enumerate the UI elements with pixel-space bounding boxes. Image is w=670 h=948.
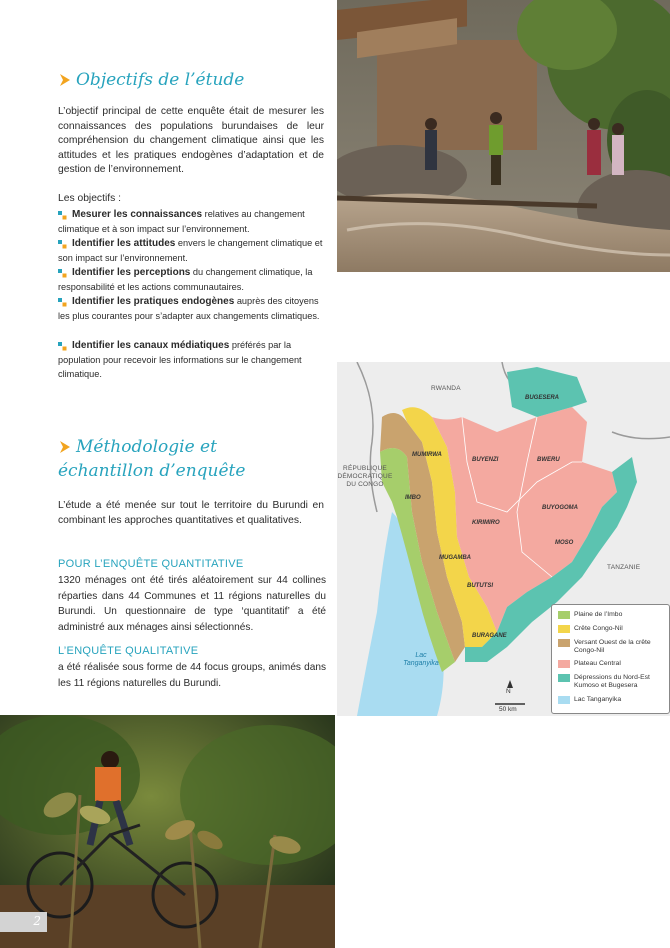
- photo-river-crossing: [337, 0, 670, 272]
- region-kirimiro: KIRIMIRO: [472, 520, 500, 526]
- legend-swatch: [558, 625, 570, 633]
- country-label-tanzanie: TANZANIE: [607, 564, 641, 571]
- region-bugesera: BUGESERA: [525, 395, 560, 401]
- country-label-rdc: RÉPUBLIQUE DÉMOCRATIQUE DU CONGO: [337, 465, 393, 488]
- legend-swatch: [558, 696, 570, 704]
- region-moso: MOSO: [555, 540, 574, 546]
- region-imbo: IMBO: [405, 495, 421, 501]
- objectif-bold: Identifier les perceptions: [72, 267, 191, 278]
- objectif-text: auprès des citoyens les plus courantes pour s’adapter aux changements climatiques.: [58, 296, 320, 322]
- legend-label: Plateau Central: [574, 660, 621, 667]
- legend-swatch: [558, 639, 570, 647]
- objectif-item: [58, 265, 324, 294]
- legend-swatch: [558, 660, 570, 668]
- objectif-item: [58, 294, 324, 323]
- legend-label: Crête Congo-Nil: [574, 625, 623, 632]
- objectif-bold: Mesurer les connaissances: [72, 209, 203, 220]
- region-bututsi: BUTUTSI: [467, 583, 493, 589]
- chevron-right-icon: [58, 73, 72, 87]
- bullet-icon: [58, 240, 67, 249]
- objectif-bold: Identifier les pratiques endogènes: [72, 296, 235, 307]
- lake-label: Lac Tanganyika: [403, 652, 439, 667]
- bullet-icon: [58, 211, 67, 220]
- photo-cyclist: [0, 715, 335, 948]
- objectif-text: envers le changement climatique et son impact sur l’environnement.: [58, 238, 323, 264]
- north-label: N: [506, 688, 511, 695]
- objectif-text: du changement climatique, la responsabilité et les actions communautaires.: [58, 267, 313, 293]
- objectif-item: [58, 236, 324, 265]
- quantitative-title: POUR L’ENQUÊTE QUANTITATIVE: [58, 558, 244, 570]
- objectif-item: [58, 338, 324, 382]
- methodologie-paragraph: L’étude a été menée sur tout le territoire du Burundi en combinant les approches quantitatives et qualitatives.: [58, 500, 324, 526]
- region-bweru: BWERU: [537, 457, 560, 463]
- legend-label: Dépressions du Nord-Est Kumoso et Bugesera: [574, 674, 650, 689]
- objectifs-list-label: Les objectifs :: [58, 193, 121, 204]
- region-mumirwa: MUMIRWA: [412, 452, 442, 458]
- bullet-icon: [58, 298, 67, 307]
- objectifs-heading: Objectifs de l’étude: [76, 70, 245, 90]
- qualitative-text: a été réalisée sous forme de 44 focus groups, animés dans les 11 régions naturelles du Burundi.: [58, 662, 326, 689]
- objectif-text: relatives au changement climatique et à son impact sur l’environnement.: [58, 209, 305, 235]
- bullet-icon: [58, 269, 67, 278]
- scale-label: 50 km: [499, 706, 517, 713]
- objectif-bold: Identifier les attitudes: [72, 238, 176, 249]
- objectif-text: préférés par la population pour recevoir les informations sur le changement climatique.: [58, 340, 302, 380]
- qualitative-title: L’ENQUÊTE QUALITATIVE: [58, 645, 199, 657]
- page-number-box: [0, 912, 47, 932]
- region-buragane: BURAGANE: [472, 633, 507, 639]
- region-buyenzi: BUYENZI: [472, 457, 499, 463]
- page-number: 2: [33, 914, 41, 928]
- objectifs-paragraph: L’objectif principal de cette enquête était de mesurer les connaissances des populations burundaises de leur compréhension du changement climatique ainsi que les attitudes et les pratiques endogènes d’adaptation et de gestion de l’environnement.: [58, 106, 324, 176]
- legend-label: Versant Ouest de la crête Congo-Nil: [574, 639, 651, 654]
- objectif-bold: Identifier les canaux médiatiques: [72, 340, 230, 351]
- country-label-rwanda: RWANDA: [431, 385, 461, 392]
- legend-swatch: [558, 611, 570, 619]
- objectif-item: [58, 207, 324, 236]
- bullet-icon: [58, 342, 67, 351]
- legend-swatch: [558, 674, 570, 682]
- legend-label: Lac Tanganyika: [574, 696, 622, 703]
- region-mugamba: MUGAMBA: [439, 555, 471, 561]
- map-legend: [551, 604, 670, 714]
- region-buyogoma: BUYOGOMA: [542, 505, 578, 511]
- methodologie-heading-line1: Méthodologie et: [76, 437, 217, 457]
- legend-label: Plaine de l’Imbo: [574, 611, 623, 618]
- methodologie-heading-line2: échantillon d’enquête: [58, 461, 246, 481]
- quantitative-text: 1320 ménages ont été tirés aléatoirement sur 44 collines réparties dans 44 Communes et 11 régions naturelles du Burundi. Un questionnaire de type ‘quantitatif’ a été administré aux ménages ainsi sélectionnés.: [58, 575, 326, 633]
- chevron-right-icon: [58, 440, 72, 454]
